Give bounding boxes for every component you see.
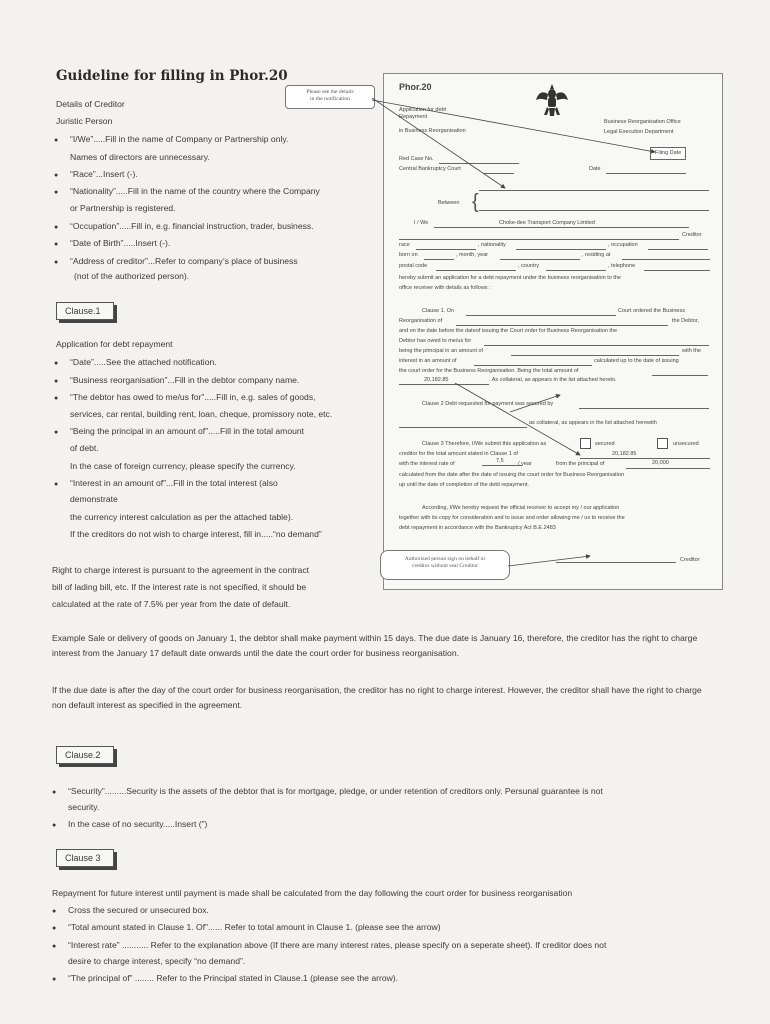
country-label: , country xyxy=(518,263,540,269)
form-clause-1-text: being the principal in an amount of xyxy=(399,348,484,354)
clause-3-item: ● “The principal of” ........ Refer to the Principal stated in Clause.1 (please see the arrow). xyxy=(68,973,398,984)
guideline-item-cont: If the creditors do not wish to charge interest, fill in.....“no demand” xyxy=(70,529,322,539)
form-request-text: debt repayment in accordance with the Bankruptcy Act B.E.2483 xyxy=(399,525,556,531)
born-on-label: born on xyxy=(399,252,418,258)
form-clause-1-text: Reorganisation of xyxy=(399,318,443,324)
clause-3-intro: Repayment for future interest until payment is made shall be calculated from the day following the court order for business reorganisation xyxy=(52,888,573,898)
hereby-line: office receiver with details as follows : xyxy=(399,285,491,291)
form-clause-1-text: interest in an amount of xyxy=(399,358,457,364)
form-clause-1-text: the Debtor, xyxy=(672,318,699,324)
clause-3-item-cont: desire to charge interest, specify “no demand”. xyxy=(68,956,246,966)
juristic-person: Juristic Person xyxy=(56,116,113,126)
arrow-notification-to-date xyxy=(372,98,505,188)
clause-3-label: Clause 3 xyxy=(56,849,114,867)
arrow-notification-to-filing xyxy=(372,100,655,152)
guideline-item: ● “The debtor has owed to me/us for”.....Fill in, e.g. sales of goods, xyxy=(70,392,316,403)
form-clause-1-text: Debtor has owed to me/us for xyxy=(399,338,472,344)
form-app-line: Repayment xyxy=(399,114,428,120)
guideline-item: ● “Occupation”.....Fill in, e.g. financial instruction, trader, business. xyxy=(70,221,314,232)
callout-line: in the notification xyxy=(310,96,350,102)
guideline-item-cont: In the case of foreign currency, please specify the currency. xyxy=(70,461,296,471)
clause-2-label: Clause.2 xyxy=(56,746,114,764)
form-total-amount: 20,182.85 xyxy=(424,377,449,383)
callout-line: Please see the details xyxy=(306,89,354,95)
form-clause-3-text: from the principal of xyxy=(556,461,605,467)
form-app-line: in Business Reorganisation xyxy=(399,128,466,134)
guideline-item: ● “Nationality”.....Fill in the name of the country where the Company xyxy=(70,186,320,197)
callout-line: creditor without seal Creditor xyxy=(411,563,479,569)
filing-date-box: Filing Date xyxy=(650,147,686,160)
clause-2-item: ● “Security”.........Security is the assets of the debtor that is for mortgage, pledge, or under retention of creditors only. Persunal guarantee is not xyxy=(68,786,603,797)
form-office: Business Reorganisation Office xyxy=(604,119,681,125)
form-app-line: Application for debt xyxy=(399,107,447,113)
form-request-text: together with its copy for consideration and to issue and order allowing me / us to receive the xyxy=(399,515,625,521)
example-paragraph: If the due date is after the day of the court order for business reorganisation, the creditor has no right to charge interest. However, the creditor shall have the right to charge non default interest as specified in the agreement. xyxy=(52,685,702,710)
form-clause-1-label: Clause 1. On xyxy=(422,308,455,314)
clause-3-item: ● “Total amount stated in Clause 1. Of”...... Refer to total amount in Clause 1. (please see the arrow) xyxy=(68,922,441,933)
form-clause-3-text: creditor for the total amount stated in Clause 1 of xyxy=(399,451,518,457)
guideline-item-cont: demonstrate xyxy=(70,494,118,504)
form-request-text: According, I/We hereby request the official receiver to accept my / our application xyxy=(422,505,620,511)
secured-label: secured xyxy=(595,441,615,447)
interest-rule-line: bill of lading bill, etc. If the interest rate is not specified, it should be xyxy=(52,582,307,592)
application-heading: Application for debt repayment xyxy=(56,339,173,349)
guideline-item: ● “Being the principal in an amount of”.....Fill in the total amount xyxy=(70,426,304,437)
form-clause-3-total: 20,182.85 xyxy=(612,451,637,457)
guideline-item: ● “Business reorganisation”...Fill in the debtor company name. xyxy=(70,375,299,386)
creditor-label: Creditor xyxy=(682,232,702,238)
callout-line: Authorized person sign on behalf or xyxy=(404,556,486,562)
form-clause-3-text: calculated from the date after the date of issuing the court order for Business Reorganisation xyxy=(399,472,625,478)
form-clause-3-text: with the interest rate of xyxy=(399,461,455,467)
red-case-label: Red Case No. xyxy=(399,156,434,162)
clause-1-label: Clause.1 xyxy=(56,302,114,320)
guideline-item: ● “Date”.....See the attached notification. xyxy=(70,357,217,368)
form-clause-3-text: Clause 3 Therefore, I/We submit this application as xyxy=(422,441,547,447)
unsecured-label: unsecured xyxy=(673,441,699,447)
date-label: Date xyxy=(589,166,601,172)
residing-label: , residing at xyxy=(582,252,611,258)
creditor-company: Choke-dee Transport Company Limited xyxy=(499,220,595,226)
form-title: Phor.20 xyxy=(399,82,432,92)
interest-rate-value: 7.5 xyxy=(496,458,504,464)
between-label: Between xyxy=(438,200,460,206)
central-court: Central Bankruptcy Court xyxy=(399,166,461,172)
guideline-item: ● “I/We”.....Fill in the name of Company or Partnership only. xyxy=(70,134,288,145)
interest-rule-line: calculated at the rate of 7.5% per year from the date of default. xyxy=(52,599,291,609)
form-clause-1-text: with the xyxy=(682,348,701,354)
iwe-label: I / We xyxy=(414,220,429,226)
hereby-line: hereby submit an application for a debt repayment under the business reorganisation to the xyxy=(399,275,621,281)
form-clause-2-text: Clause 2 Debt requested for payment was secured by xyxy=(422,401,554,407)
form-clause-1-text: calculated up to the date of issuing xyxy=(594,358,679,364)
guideline-item-cont: or Partnership is registered. xyxy=(70,203,176,213)
race-label: race xyxy=(399,242,410,248)
form-clause-1-text: Court ordered the Business xyxy=(618,308,685,314)
interest-rate-unit-text: year xyxy=(521,461,532,467)
guideline-item-cont: services, car rental, building rent, loan, cheque, promissory note, etc. xyxy=(70,409,333,419)
brace: { xyxy=(472,191,479,213)
form-clause-3-principal: 20,000 xyxy=(652,460,669,466)
nationality-label: , nationality xyxy=(478,242,506,248)
details-of-creditor: Details of Creditor xyxy=(56,99,125,109)
form-clause-1-text: and on the date before the dateof issuing the Court order for Business Reorganisation the xyxy=(399,328,618,334)
example-paragraph: Example Sale or delivery of goods on January 1, the debtor shall make payment within 15 days. The due date is January 16, therefore, the creditor has the right to charge interest from the January 17 default date onwards until the date the court order for business reorganisation. xyxy=(52,633,698,658)
occupation-label: , occupation xyxy=(608,242,638,248)
form-clause-1-text: . As collateral, as appears in the list attached hereto. xyxy=(489,377,617,383)
signature-creditor-label: Creditor xyxy=(680,557,700,563)
arrow-callout-to-signature xyxy=(508,556,590,566)
month-year-label: , month, year xyxy=(456,252,489,258)
form-office: Legal Execution Department xyxy=(604,129,674,135)
telephone-label: , telephone xyxy=(608,263,636,269)
form-clause-3-text: up until the date of completion of the debt repayment. xyxy=(399,482,529,488)
guideline-item: ● “Race”...Insert (-). xyxy=(70,169,138,180)
form-clause-1-text: the court order for the Business Reorganisation. Being the total amount of xyxy=(399,368,579,374)
page-title: Guideline for filling in Phor.20 xyxy=(56,68,288,84)
guideline-item: ● “Date of Birth”.....Insert (-). xyxy=(70,238,170,249)
postal-code-label: postal code xyxy=(399,263,428,269)
guideline-item-cont: Names of directors are unnecessary. xyxy=(70,152,210,162)
form-clause-2-text: as collateral, as appears in the list attached herewith xyxy=(529,420,657,426)
arrow-principal-link xyxy=(510,395,560,412)
interest-rule-line: Right to charge interest is pursuant to the agreement in the contract xyxy=(52,565,310,575)
clause-3-item: ● Cross the secured or unsecured box. xyxy=(68,905,209,916)
guideline-item: ● “Interest in an amount of”...Fill in the total interest (also xyxy=(70,478,278,489)
guideline-item-cont: the currency interest calculation as per the attached table). xyxy=(70,512,294,522)
guideline-item: ● “Address of creditor”...Refer to company’s place of business xyxy=(70,256,298,267)
clause-3-item: ● “Interest rate” ........... Refer to the explanation above (If there are many interest rates, please specify on a seperate sheet). If creditor does not xyxy=(68,940,606,951)
guideline-item-cont: (not of the authorized person). xyxy=(74,271,190,281)
clause-2-item: ● In the case of no security.....Insert (”) xyxy=(68,819,207,830)
clause-2-item-cont: security. xyxy=(68,802,100,812)
arrow-total-to-clause3 xyxy=(455,383,580,455)
guideline-item-cont: of debt. xyxy=(70,443,99,453)
interest-rate-unit: / year xyxy=(518,461,532,467)
